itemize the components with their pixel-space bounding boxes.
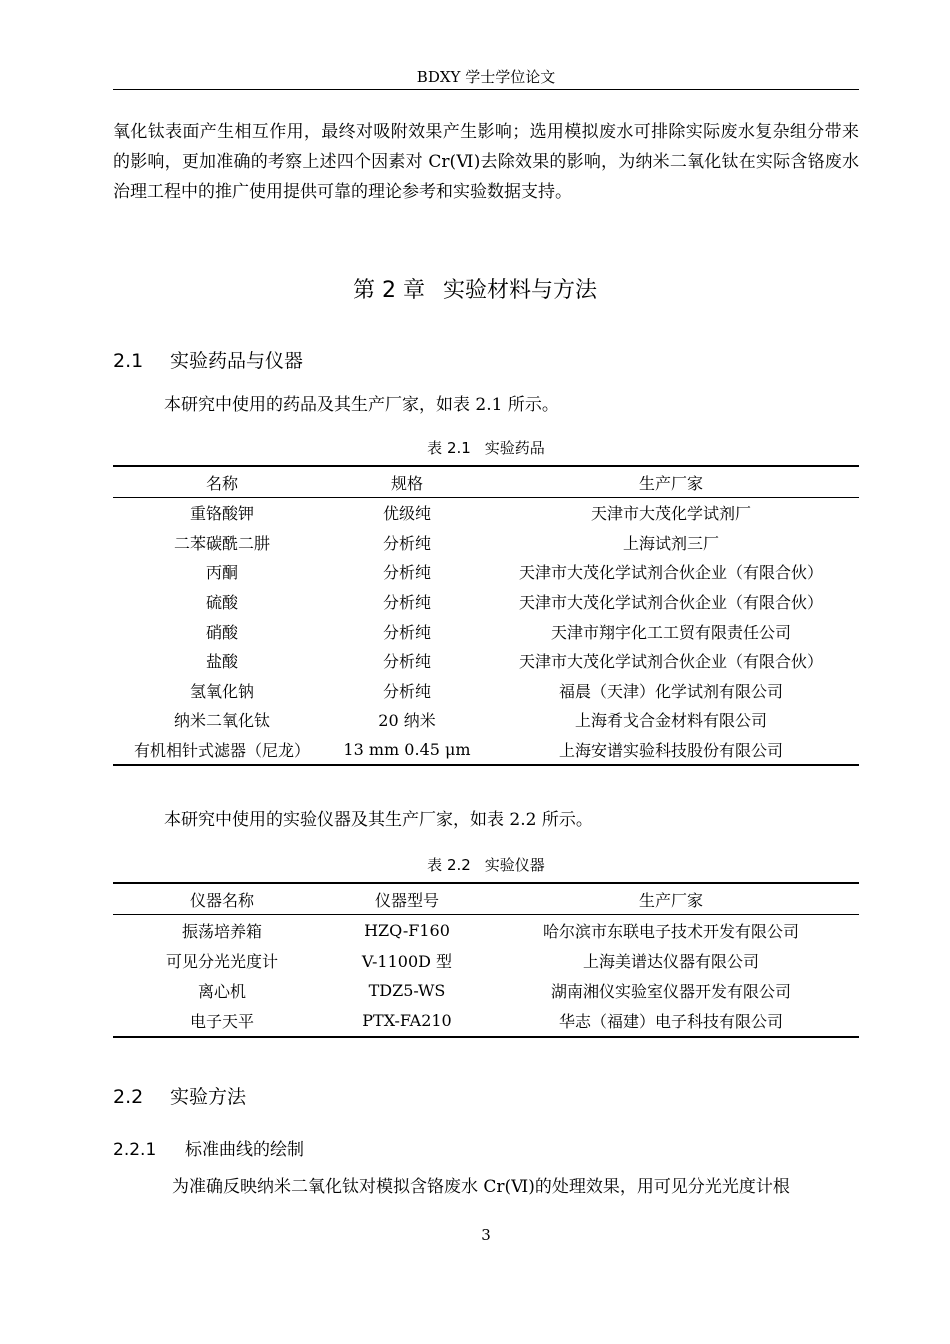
table-row: [113, 735, 859, 766]
table-row: [113, 528, 859, 558]
table-row: [113, 587, 859, 617]
table1-intro: 本研究中使用的药品及其生产厂家，如表 2.1 所示。: [164, 395, 559, 415]
table-cell: 优级纯: [382, 504, 431, 524]
table-cell: 华志（福建）电子科技有限公司: [558, 1012, 783, 1032]
table-header-row: [113, 466, 859, 498]
table-cell: 分析纯: [382, 652, 431, 672]
section-number: 2.2: [113, 1086, 144, 1108]
table-cell: 上海安谱实验科技股份有限公司: [558, 741, 783, 761]
table1-caption-title: 实验药品: [484, 439, 545, 457]
table2-caption-title: 实验仪器: [484, 856, 545, 874]
table-cell: 丙酮: [205, 563, 238, 583]
table-cell: PTX-FA210: [362, 1011, 452, 1031]
table-cell: V-1100D 型: [361, 951, 453, 971]
section-title: 实验药品与仪器: [170, 350, 304, 372]
table-cell: 分析纯: [382, 681, 431, 701]
table-row: [113, 1006, 859, 1037]
table-cell: 哈尔滨市东联电子技术开发有限公司: [542, 921, 799, 941]
table-cell: 天津市翔宇化工工贸有限责任公司: [550, 622, 791, 642]
table-row: [113, 616, 859, 646]
table-cell: 分析纯: [382, 563, 431, 583]
header-rule: [113, 89, 859, 90]
chapter-heading: [0, 273, 950, 304]
chapter-title: 实验材料与方法: [442, 278, 597, 303]
section-number: 2.1: [113, 350, 144, 372]
table-cell: 天津市大茂化学试剂厂: [590, 504, 751, 524]
table-cell: TDZ5-WS: [368, 980, 446, 1000]
intro-paragraph: 氧化钛表面产生相互作用，最终对吸附效果产生影响；选用模拟废水可排除实际废水复杂组分带来的影响，更加准确的考察上述四个因素对 Cr(Ⅵ)去除效果的影响，为纳米二氧化钛在实际含铬废水治理工程中的推广使用提供可靠的理论参考和实验数据支持。: [113, 122, 859, 202]
table2-caption: [0, 854, 950, 875]
chapter-number: 第 2 章: [353, 278, 425, 303]
table-cell: 硝酸: [205, 622, 238, 642]
column-header: 名称: [113, 466, 331, 498]
column-header: 规格: [331, 466, 483, 498]
method-paragraph: 为准确反映纳米二氧化钛对模拟含铬废水 Cr(Ⅵ)的处理效果，用可见分光光度计根: [172, 1177, 790, 1197]
table-cell: 二苯碳酰二肼: [173, 533, 270, 553]
table-row: [113, 557, 859, 587]
table-cell: 分析纯: [382, 622, 431, 642]
table-cell: 13 mm 0.45 μm: [343, 740, 471, 760]
table-cell: 分析纯: [382, 533, 431, 553]
table-row: [113, 676, 859, 706]
table-cell: 20 纳米: [378, 711, 436, 731]
section-title: 实验方法: [170, 1086, 247, 1108]
subsection-heading-2-2-1: [113, 1135, 304, 1160]
subsection-title: 标准曲线的绘制: [185, 1140, 304, 1160]
chemicals-table: [113, 465, 859, 766]
table-row: [113, 915, 859, 946]
table-cell: 分析纯: [382, 593, 431, 613]
table-cell: 纳米二氧化钛: [173, 711, 270, 731]
table-cell: 上海肴戈合金材料有限公司: [574, 711, 767, 731]
column-header: 生产厂家: [483, 883, 859, 915]
table-cell: 有机相针式滤器（尼龙）: [133, 741, 310, 761]
column-header: 仪器型号: [331, 883, 483, 915]
table-header-row: [113, 883, 859, 915]
table-cell: 天津市大茂化学试剂合伙企业（有限合伙）: [518, 652, 823, 672]
table-cell: 重铬酸钾: [189, 504, 254, 524]
table-cell: 上海试剂三厂: [622, 533, 719, 553]
table-cell: 福晨（天津）化学试剂有限公司: [558, 681, 783, 701]
table1-caption-number: 表 2.1: [427, 439, 471, 457]
table-row: [113, 945, 859, 975]
table1-caption: [0, 437, 950, 458]
table-cell: 盐酸: [205, 652, 238, 672]
table-cell: 振荡培养箱: [181, 921, 262, 941]
page-number: 3: [481, 1226, 491, 1244]
table-row: [113, 646, 859, 676]
table-row: [113, 705, 859, 735]
table-row: [113, 975, 859, 1005]
table-row: [113, 498, 859, 528]
column-header: 生产厂家: [483, 466, 859, 498]
table-cell: HZQ-F160: [364, 920, 450, 940]
column-header: 仪器名称: [113, 883, 331, 915]
table-cell: 天津市大茂化学试剂合伙企业（有限合伙）: [518, 593, 823, 613]
table-cell: 硫酸: [205, 593, 238, 613]
table-cell: 电子天平: [189, 1012, 254, 1032]
section-heading-2-2: [113, 1082, 246, 1109]
section-heading-2-1: [113, 346, 303, 373]
instruments-table: [113, 882, 859, 1038]
page-header: BDXY 学士学位论文: [416, 68, 556, 86]
table-cell: 天津市大茂化学试剂合伙企业（有限合伙）: [518, 563, 823, 583]
table2-caption-number: 表 2.2: [427, 856, 471, 874]
table-cell: 湖南湘仪实验室仪器开发有限公司: [550, 981, 791, 1001]
subsection-number: 2.2.1: [113, 1140, 157, 1160]
table-cell: 上海美谱达仪器有限公司: [582, 951, 759, 971]
table-cell: 可见分光光度计: [165, 951, 278, 971]
table-cell: 氢氧化钠: [189, 681, 254, 701]
table-cell: 离心机: [197, 981, 246, 1001]
table2-intro: 本研究中使用的实验仪器及其生产厂家，如表 2.2 所示。: [164, 810, 593, 830]
